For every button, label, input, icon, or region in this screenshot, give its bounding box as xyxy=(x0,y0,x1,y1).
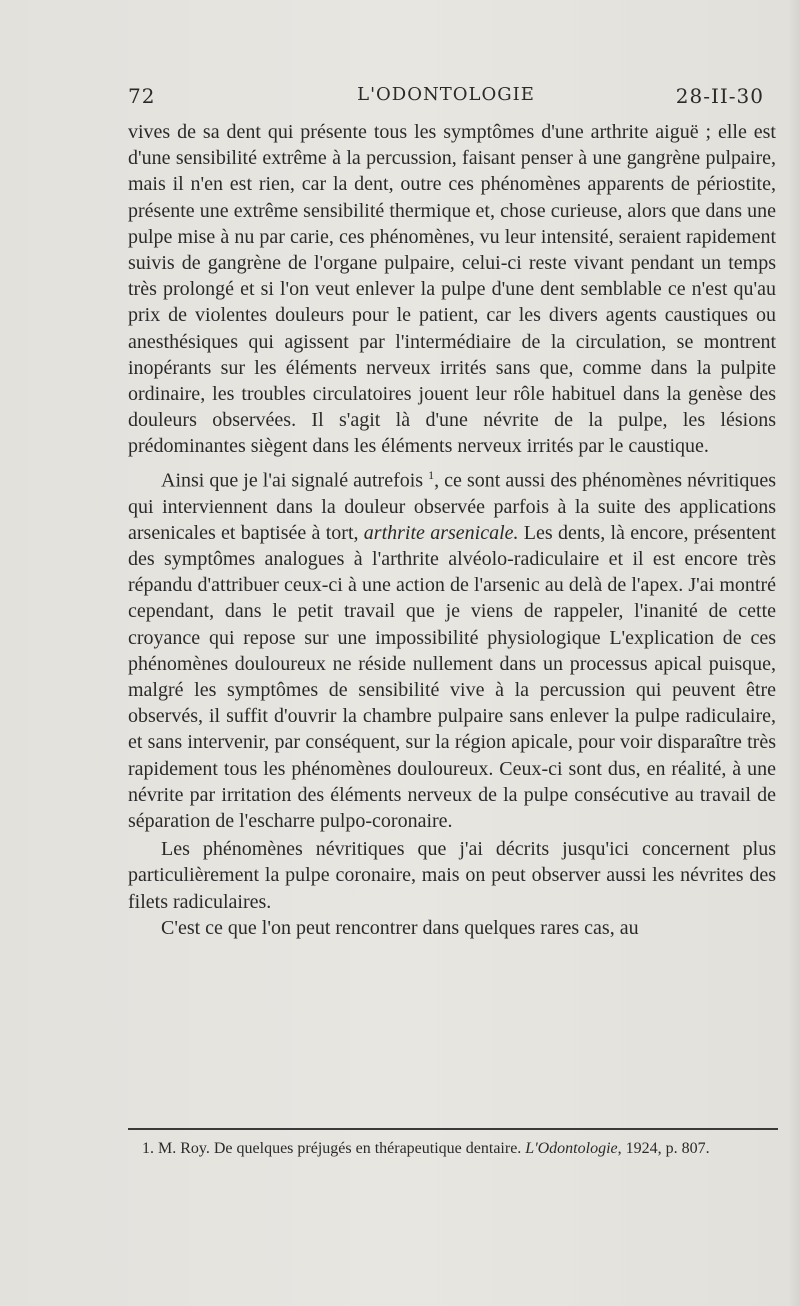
paragraph-1: vives de sa dent qui présente tous les symptômes d'une arthrite aiguë ; elle est d'une sensibilité extrême à la percussion, faisant penser à une gangrène pulpaire, mais il n'en est rien, car la dent, outre ces phénomènes apparents de périostite, présente une extrême sensibilité thermique et, chose curieuse, alors que dans une pulpe mise à nu par carie, ces phénomènes, vu leur intensité, seraient rapidement suivis de gangrène de l'organe pulpaire, celui-ci reste vivant pendant un temps très prolongé et si l'on veut enlever la pulpe d'une dent semblable ce n'est qu'au prix de violentes douleurs pour le patient, car les divers agents caustiques ou anesthésiques qui agissent par l'intermédiaire de la circulation, se montrent inopérants sur les éléments nerveux irrités sans que, comme dans la pulpite ordinaire, les troubles circulatoires jouent leur rôle habituel dans la genèse des douleurs observées. Il s'agit là d'une névrite de la pulpe, les lésions prédominantes siègent dans les éléments nerveux irrités par le caustique. xyxy=(128,121,776,458)
footnote-rule xyxy=(128,1128,778,1130)
footnote-journal: L'Odontologie xyxy=(525,1140,618,1157)
footnote-text: 1. M. Roy. De quelques préjugés en thérapeutique dentaire. xyxy=(142,1140,526,1157)
paragraph-2 xyxy=(128,462,776,835)
paragraph-4: C'est ce que l'on peut rencontrer dans quelques rares cas, au xyxy=(161,916,639,939)
running-header xyxy=(128,84,764,118)
paragraph-2-italic: arthrite arsenicale. xyxy=(363,521,519,544)
page-number: 72 xyxy=(128,84,156,108)
footnote-rest: , 1924, p. 807. xyxy=(617,1140,710,1157)
footnote-mark: 1 xyxy=(428,467,435,482)
paragraph-3: Les phénomènes névritiques que j'ai décrits jusqu'ici concernent plus particulièrement la pulpe coronaire, mais on peut observer aussi les névrites des filets radiculaires. xyxy=(128,838,776,913)
journal-title: L'ODONTOLOGIE xyxy=(357,84,535,105)
footnote xyxy=(128,1138,776,1160)
paragraph-2-end: Les dents, là encore, présentent des symptômes analogues à l'arthrite alvéolo-radiculaire et il est encore très répandu d'attribuer ceux-ci à une action de l'arsenic au delà de l'apex. J'ai montré cependant, dans le petit travail que je viens de rappeler, l'inanité de cette croyance qui repose sur une impossibilité physiologique L'explication de ces phénomènes douloureux ne réside nullement dans un processus apical puisque, malgré les symptômes de sensibilité vive à la percussion qui peuvent être observés, il suffit d'ouvrir la chambre pulpaire sans enlever la pulpe radiculaire, et sans intervenir, par conséquent, sur la région apicale, pour voir disparaître très rapidement tous les phénomènes douloureux. Ceux-ci sont dus, en réalité, à une névrite par irritation des éléments nerveux de la pulpe consécutive au travail de séparation de l'escharre pulpo-coronaire. xyxy=(128,521,776,832)
paragraph-2-middle: , ce sont aussi des phénomènes névritiques qui interviennent dans la douleur observée parfois à la suite des applications arsenicales et baptisée à tort, xyxy=(128,469,776,544)
page-edge-shadow xyxy=(788,0,800,1306)
paragraph-2-start: Ainsi que je l'ai signalé autrefois xyxy=(161,469,429,492)
body-text xyxy=(128,119,776,941)
issue-date: 28-II-30 xyxy=(675,84,764,108)
